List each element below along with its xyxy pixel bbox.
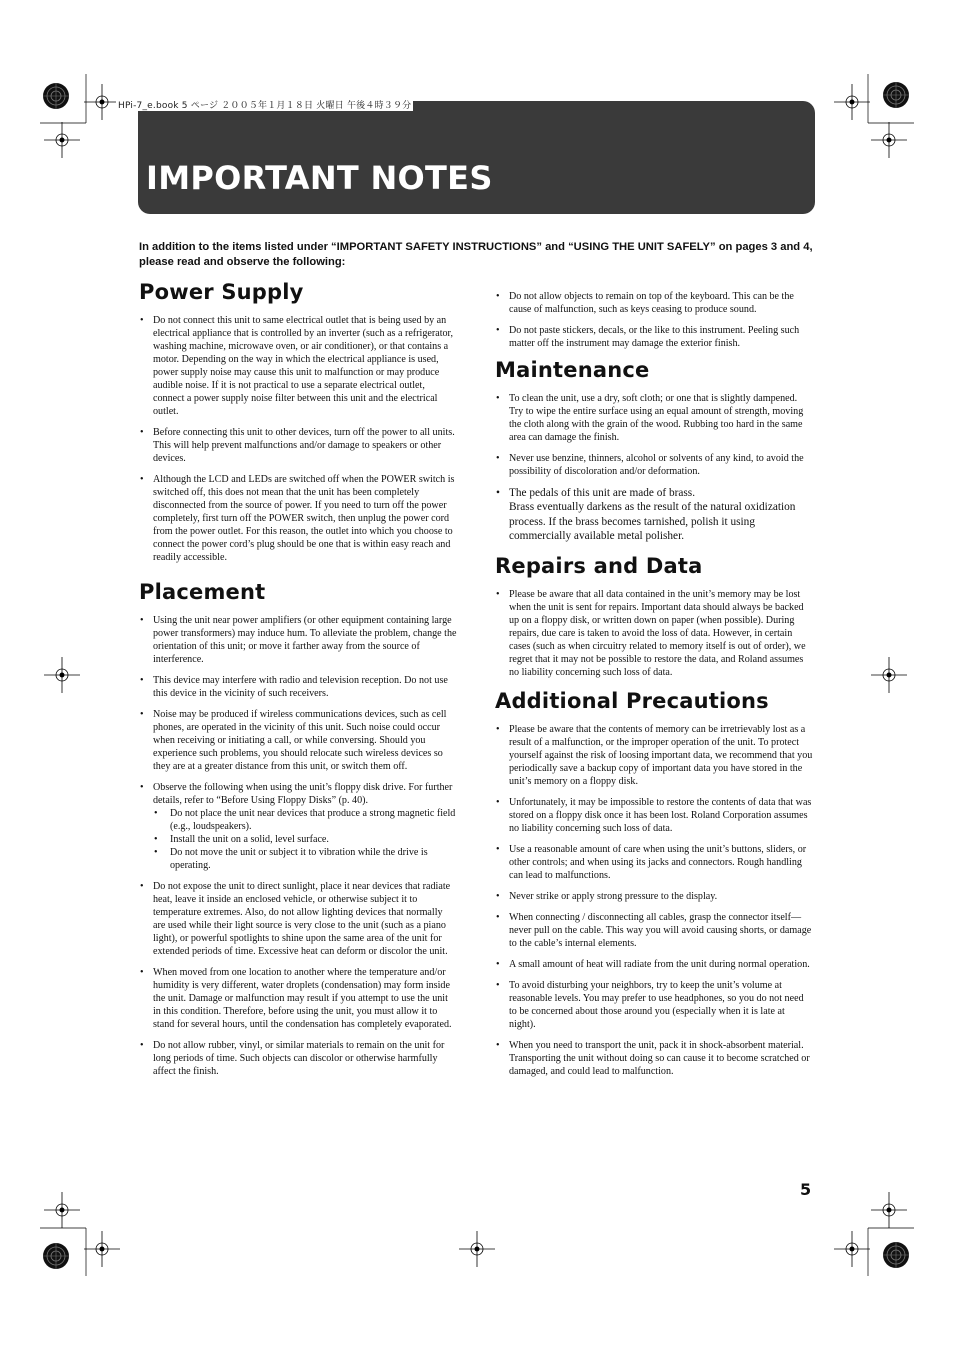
placement-heading: Placement [139, 580, 266, 604]
list-item: • When moved from one location to another where the temperature and/or humidity is very different, water droplets (condensation) may form inside the unit. Damage or malfunction may result if you attempt to use the unit in this condition. Therefore, before using the unit, you must allow it to stand for several hours, until the condensation has completely evaporated. [139, 966, 457, 1031]
list-item: • Using the unit near power amplifiers (or other equipment containing large power transformers) may induce hum. To alleviate the problem, change the orientation of this unit; or move it farther away from the source of interference. [139, 614, 457, 666]
repairs-heading: Repairs and Data [495, 553, 703, 578]
list-item: • Use a reasonable amount of care when using the unit’s buttons, sliders, or other controls; and when using its jacks and connectors. Rough handling can lead to malfunctions. [495, 843, 813, 882]
list-item: • A small amount of heat will radiate from the unit during normal operation. [495, 958, 813, 971]
list-item: • Although the LCD and LEDs are switched off when the POWER switch is switched off, this does not mean that the unit has been completely disconnected from the source of power. If you need to turn off the power completely, first turn off the POWER switch, then unplug the power cord from the power outlet. For this reason, the outlet into which you choose to connect the power cord’s plug should be one that is within easy reach and readily accessible. [139, 473, 457, 564]
placement-continued-list [495, 290, 813, 350]
brass-line-1: • The pedals of this unit are made of brass. [509, 487, 696, 499]
sub-list-item: • Install the unit on a solid, level surface. [153, 833, 457, 846]
list-item: • Noise may be produced if wireless communications devices, such as cell phones, are operated in the vicinity of this unit. Such noise could occur when receiving or initiating a call, or while conversing. Should you experience such problems, you should relocate such wireless devices so they are at a greater distance from this unit, or switch them off. [139, 708, 457, 773]
list-item: • Please be aware that all data contained in the unit’s memory may be lost when the unit is sent for repairs. Important data should always be backed up on a floppy disk, or written down on paper (when possible). During repairs, due care is taken to avoid the loss of data. However, in certain cases (such as when circuitry related to memory itself is out of order), we regret that it may not be possible to restore the data, and Roland assumes no liability concerning such loss of data. [495, 588, 813, 679]
list-item: • Do not paste stickers, decals, or the like to this instrument. Peeling such matter off the instrument may damage the exterior finish. [495, 324, 813, 350]
repairs-list [495, 588, 813, 679]
floppy-sublist [153, 807, 457, 872]
brass-line-2: Brass eventually darkens as the result of the natural oxidization process. If the brass becomes tarnished, polish it using commercially available metal polisher. [509, 501, 796, 543]
placement-list [139, 614, 457, 1078]
maintenance-list [495, 392, 813, 544]
list-item: • When connecting / disconnecting all cables, grasp the connector itself—never pull on the cable. This way you will avoid causing shorts, or damage to the cable’s internal elements. [495, 911, 813, 950]
additional-precautions-heading: Additional Precautions [495, 688, 769, 713]
floppy-intro: • Observe the following when using the unit’s floppy disk drive. For further details, refer to “Before Using Floppy Disks” (p. 40). [153, 782, 453, 806]
list-item [495, 486, 813, 544]
additional-precautions-list [495, 723, 813, 1078]
list-item: • Do not allow rubber, vinyl, or similar materials to remain on the unit for long periods of time. Such objects can discolor or otherwise harmfully affect the finish. [139, 1039, 457, 1078]
list-item: • Never strike or apply strong pressure to the display. [495, 890, 813, 903]
sub-list-item: • Do not move the unit or subject it to vibration while the drive is operating. [153, 846, 457, 872]
right-column [495, 290, 813, 1086]
intro-text: In addition to the items listed under “IMPORTANT SAFETY INSTRUCTIONS” and “USING THE UNIT SAFELY” on pages 3 and 4, please read and observe the following: [139, 241, 813, 268]
list-item: • When you need to transport the unit, pack it in shock-absorbent material. Transporting the unit without doing so can cause it to become scratched or damaged, and could lead to malfunction. [495, 1039, 813, 1078]
list-item: • Before connecting this unit to other devices, turn off the power to all units. This will help prevent malfunctions and/or damage to speakers or other devices. [139, 426, 457, 465]
list-item: • Never use benzine, thinners, alcohol or solvents of any kind, to avoid the possibility of discoloration and/or deformation. [495, 452, 813, 478]
power-supply-list [139, 314, 457, 564]
list-item: • To avoid disturbing your neighbors, try to keep the unit’s volume at reasonable levels. You may prefer to use headphones, so you do not need to be concerned about those around you (especially when it is late at night). [495, 979, 813, 1031]
list-item: • To clean the unit, use a dry, soft cloth; or one that is slightly dampened. Try to wipe the entire surface using an equal amount of strength, moving the cloth along with the grain of the wood. Rubbing too hard in the same area can damage the finish. [495, 392, 813, 444]
page-number: 5 [800, 1180, 812, 1199]
list-item: • Do not expose the unit to direct sunlight, place it near devices that radiate heat, leave it inside an enclosed vehicle, or otherwise subject it to temperature extremes. Also, do not allow lighting devices that normally are used while their light source is very close to the unit (such as a piano light), or powerful spotlights to shine upon the same area of the unit for extended periods of time. Excessive heat can deform or discolor the unit. [139, 880, 457, 958]
list-item: • Do not allow objects to remain on top of the keyboard. This can be the cause of malfunction, such as keys ceasing to produce sound. [495, 290, 813, 316]
list-item [139, 781, 457, 872]
title-banner [138, 101, 815, 214]
list-item: • Unfortunately, it may be impossible to restore the contents of data that was stored on a floppy disk once it has been lost. Roland Corporation assumes no liability concerning such loss of data. [495, 796, 813, 835]
power-supply-heading: Power Supply [139, 280, 304, 304]
sub-list-item: • Do not place the unit near devices that produce a strong magnetic field (e.g., loudspeakers). [153, 807, 457, 833]
page-title: IMPORTANT NOTES [146, 159, 493, 197]
list-item: • Please be aware that the contents of memory can be irretrievably lost as a result of a malfunction, or the improper operation of the unit. To protect yourself against the risk of loosing important data, we recommend that you periodically save a backup copy of important data you have stored in the unit’s memory on a floppy disk. [495, 723, 813, 788]
file-info: HPi-7_e.book 5 ページ ２００５年１月１８日 火曜日 午後４時３９分 [116, 98, 413, 111]
list-item: • This device may interfere with radio and television reception. Do not use this device in the vicinity of such receivers. [139, 674, 457, 700]
maintenance-heading: Maintenance [495, 358, 650, 382]
list-item: • Do not connect this unit to same electrical outlet that is being used by an electrical appliance that is controlled by an inverter (such as a refrigerator, washing machine, microwave oven, or air conditioner), or that contains a motor. Depending on the way in which the electrical appliance is used, power supply noise may cause this unit to malfunction or may produce audible noise. If it is not practical to use a separate electrical outlet, connect a power supply noise filter between this unit and the electrical outlet. [139, 314, 457, 418]
left-column [139, 280, 457, 1086]
